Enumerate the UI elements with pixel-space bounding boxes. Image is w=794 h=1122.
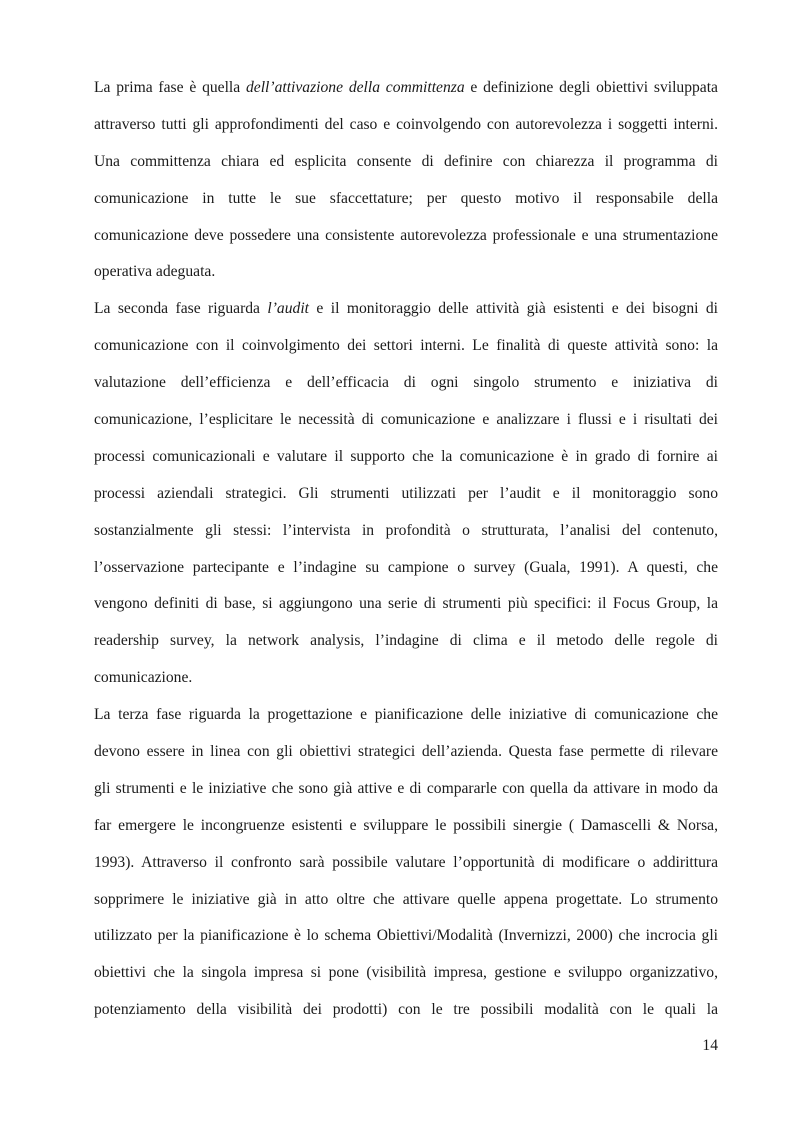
text-run: processi comunicazionali e valutare il supporto che la comunicazione è in grado di fornire ai	[94, 447, 718, 465]
text-run: comunicazione deve possedere una consistente autorevolezza professionale e una strumentazione	[94, 226, 718, 244]
text-run: e il monitoraggio delle attività già esistenti e dei bisogni di	[309, 300, 718, 318]
paragraph	[94, 70, 718, 291]
text-line	[94, 586, 718, 623]
text-run: La prima fase è quella	[94, 79, 246, 96]
text-run: processi aziendali strategici. Gli strumenti utilizzati per l’audit e il monitoraggio sono	[94, 484, 718, 502]
paragraph	[94, 697, 718, 1029]
text-run: operativa adeguata.	[94, 263, 216, 281]
text-run: devono essere in linea con gli obiettivi strategici dell’azienda. Questa fase permette di rilevare	[94, 743, 718, 761]
text-run: Una committenza chiara ed esplicita consente di definire con chiarezza il programma di	[94, 152, 718, 170]
text-line	[94, 439, 718, 476]
text-line	[94, 291, 718, 328]
text-line	[94, 365, 718, 402]
text-line	[94, 808, 718, 845]
text-line	[94, 623, 718, 660]
text-run: sostanzialmente gli stessi: l’intervista in profondità o strutturata, l’analisi del contenuto,	[94, 521, 718, 539]
text-line	[94, 697, 718, 734]
text-line	[94, 955, 718, 992]
text-run: comunicazione, l’esplicitare le necessità di comunicazione e analizzare i flussi e i risultati dei	[94, 411, 718, 429]
text-run: far emergere le incongruenze esistenti e sviluppare le possibili sinergie ( Damascelli & Norsa,	[94, 816, 718, 834]
text-line	[94, 218, 718, 255]
text-run: potenziamento della visibilità dei prodotti) con le tre possibili modalità con le quali la	[94, 1001, 718, 1019]
italic-phrase: l’audit	[267, 300, 309, 318]
text-run: e definizione degli obiettivi sviluppata	[464, 79, 718, 96]
text-run: vengono definiti di base, si aggiungono una serie di strumenti più specifici: il Focus Group, la	[94, 595, 718, 613]
text-run: readership survey, la network analysis, l’indagine di clima e il metodo delle regole di	[94, 632, 718, 650]
text-line	[94, 107, 718, 144]
text-line	[94, 144, 718, 181]
text-run: sopprimere le iniziative già in atto oltre che attivare quelle appena progettate. Lo strumento	[94, 890, 718, 908]
text-line	[94, 254, 718, 291]
text-run: l’osservazione partecipante e l’indagine su campione o survey (Guala, 1991). A questi, che	[94, 558, 718, 576]
page-number: 14	[702, 1037, 718, 1054]
text-line	[94, 660, 718, 697]
text-line	[94, 476, 718, 513]
text-line	[94, 550, 718, 587]
text-line	[94, 734, 718, 771]
text-line	[94, 402, 718, 439]
text-run: La terza fase riguarda la progettazione e pianificazione delle iniziative di comunicazione che	[94, 706, 718, 724]
italic-phrase: dell’attivazione della committenza	[246, 79, 465, 96]
text-run: obiettivi che la singola impresa si pone (visibilità impresa, gestione e sviluppo organizzativo,	[94, 964, 718, 982]
text-line	[94, 882, 718, 919]
text-run: valutazione dell’efficienza e dell’efficacia di ogni singolo strumento e iniziativa di	[94, 374, 718, 392]
text-run: utilizzato per la pianificazione è lo schema Obiettivi/Modalità (Invernizzi, 2000) che incrocia gli	[94, 927, 718, 945]
paragraph	[94, 291, 718, 697]
text-line	[94, 771, 718, 808]
body-text	[94, 70, 718, 1029]
text-line	[94, 513, 718, 550]
text-run: attraverso tutti gli approfondimenti del caso e coinvolgendo con autorevolezza i soggetti interni.	[94, 115, 718, 133]
text-line	[94, 918, 718, 955]
text-line	[94, 181, 718, 218]
text-run: 1993). Attraverso il confronto sarà possibile valutare l’opportunità di modificare o addirittura	[94, 853, 718, 871]
text-line	[94, 992, 718, 1029]
text-run: La seconda fase riguarda	[94, 300, 268, 318]
text-run: comunicazione in tutte le sue sfaccettature; per questo motivo il responsabile della	[94, 189, 718, 207]
text-line	[94, 328, 718, 365]
text-line	[94, 70, 718, 107]
text-run: gli strumenti e le iniziative che sono già attive e di compararle con quella da attivare in modo da	[94, 779, 718, 797]
text-run: comunicazione con il coinvolgimento dei settori interni. Le finalità di queste attività sono: la	[94, 337, 718, 355]
text-line	[94, 845, 718, 882]
text-run: comunicazione.	[94, 669, 193, 687]
